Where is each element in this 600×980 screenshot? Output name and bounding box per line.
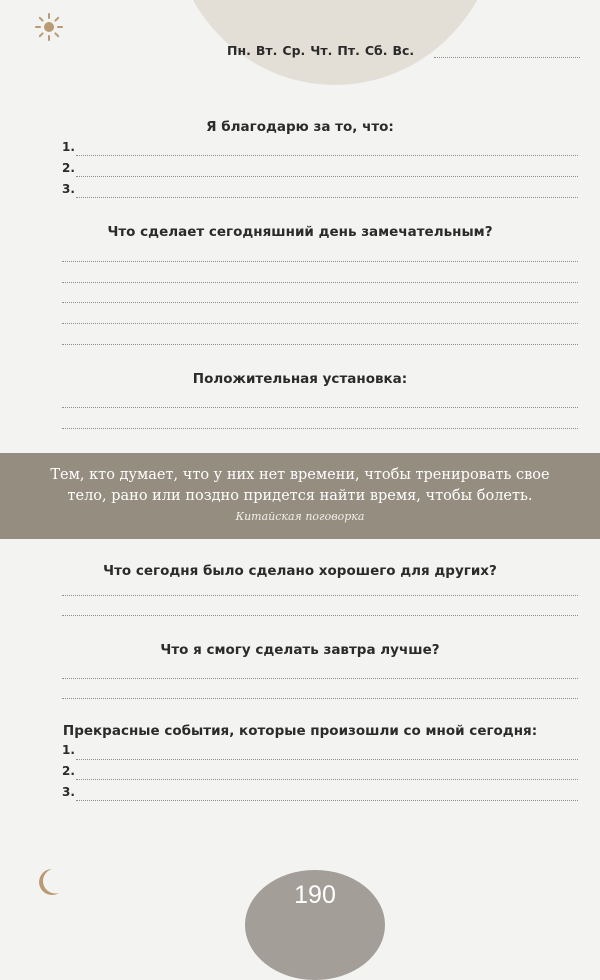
weekday-mon: Пн.	[227, 43, 251, 58]
gratitude-line-3[interactable]	[76, 197, 578, 198]
great-day-line-1[interactable]	[62, 261, 578, 262]
good-deeds-heading: Что сегодня было сделано хорошего для других?	[103, 563, 497, 579]
gratitude-line-1[interactable]	[76, 155, 578, 156]
affirmation-line-2[interactable]	[62, 428, 578, 429]
quote-line-2: тело, рано или поздно придется найти время, чтобы болеть.	[67, 488, 533, 504]
great-day-line-2[interactable]	[62, 282, 578, 283]
improve-line-2[interactable]	[62, 698, 578, 699]
great-day-line-3[interactable]	[62, 302, 578, 303]
great-day-line-4[interactable]	[62, 323, 578, 324]
good-deeds-line-1[interactable]	[62, 595, 578, 596]
improve-heading: Что я смогу сделать завтра лучше?	[160, 642, 440, 658]
weekday-thu: Чт.	[310, 43, 333, 58]
weekday-tue: Вт.	[255, 43, 278, 58]
gratitude-line-2[interactable]	[76, 176, 578, 177]
gratitude-number-2: 2.	[62, 161, 75, 175]
gratitude-number-3: 3.	[62, 182, 75, 196]
events-line-2[interactable]	[76, 779, 578, 780]
gratitude-number-1: 1.	[62, 140, 75, 154]
page-number: 190	[294, 881, 336, 909]
improve-line-1[interactable]	[62, 678, 578, 679]
events-heading: Прекрасные события, которые произошли со мной сегодня:	[62, 723, 538, 739]
weekday-fri: Пт.	[337, 43, 360, 58]
date-write-line[interactable]	[434, 57, 580, 58]
quote-line-1: Тем, кто думает, что у них нет времени, чтобы тренировать свое	[50, 467, 550, 483]
good-deeds-line-2[interactable]	[62, 615, 578, 616]
moon-icon	[36, 866, 62, 898]
affirmation-line-1[interactable]	[62, 407, 578, 408]
sun-icon	[34, 12, 64, 42]
events-line-3[interactable]	[76, 800, 578, 801]
quote-text	[0, 465, 600, 507]
great-day-line-5[interactable]	[62, 344, 578, 345]
events-number-2: 2.	[62, 764, 75, 778]
weekday-sun: Вс.	[392, 43, 415, 58]
weekday-sat: Сб.	[364, 43, 388, 58]
great-day-heading: Что сделает сегодняшний день замечательным?	[107, 224, 493, 240]
weekday-wed: Ср.	[282, 43, 306, 58]
events-number-3: 3.	[62, 785, 75, 799]
weekday-selector	[227, 43, 419, 58]
quote-banner	[0, 453, 600, 539]
affirmation-heading: Положительная установка:	[192, 371, 408, 387]
quote-author: Китайская поговорка	[235, 510, 365, 523]
gratitude-heading: Я благодарю за то, что:	[206, 119, 394, 135]
events-line-1[interactable]	[76, 759, 578, 760]
events-number-1: 1.	[62, 743, 75, 757]
